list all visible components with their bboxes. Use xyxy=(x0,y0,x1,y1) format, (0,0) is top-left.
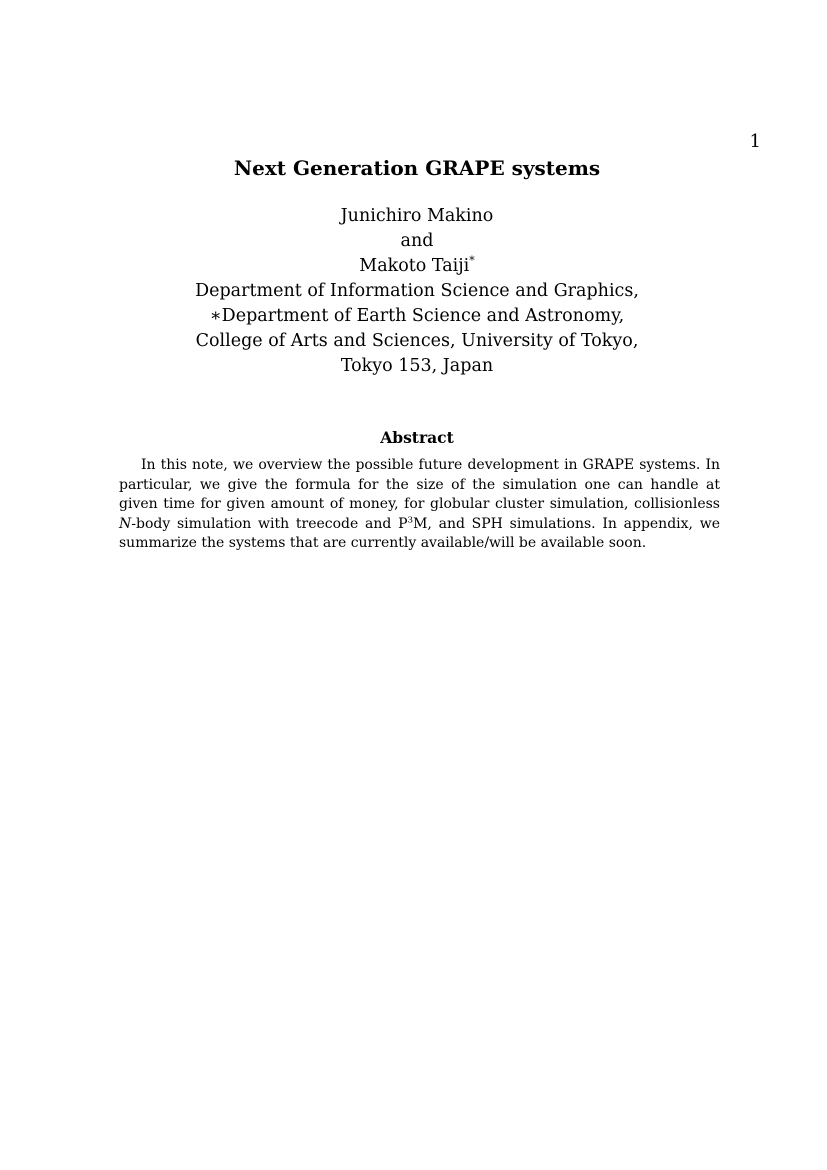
text-segment: Department of Information Science and Graphics, xyxy=(195,281,639,301)
text-segment: 3 xyxy=(407,515,414,526)
text-segment: ∗Department of Earth Science and Astronomy, xyxy=(209,306,625,326)
text-segment: Makoto Taiji xyxy=(359,256,470,276)
abstract-body xyxy=(119,456,720,554)
text-segment: and xyxy=(400,231,434,251)
text-segment: -body simulation with treecode and P xyxy=(131,515,408,532)
author-line xyxy=(93,229,741,254)
text-segment: M, and SPH simulations. In appendix, we summarize the systems that are currently available/will be available soon. xyxy=(119,515,720,552)
text-segment: College of Arts and Sciences, University of Tokyo, xyxy=(195,331,639,351)
text-segment: Junichiro Makino xyxy=(340,206,494,226)
author-line xyxy=(93,204,741,229)
abstract-heading: Abstract xyxy=(380,428,454,447)
author-line xyxy=(93,279,741,304)
page-number: 1 xyxy=(749,131,761,152)
author-line xyxy=(93,329,741,354)
author-line xyxy=(93,354,741,379)
author-line xyxy=(93,304,741,329)
text-segment: Tokyo 153, Japan xyxy=(340,356,494,376)
text-segment: * xyxy=(469,254,475,268)
paper-title: Next Generation GRAPE systems xyxy=(233,156,601,180)
text-segment: In this note, we overview the possible future development in GRAPE systems. In particular, we give the formula for the size of the simulation one can handle at given time for given amount of money, for globular cluster simulation, collisionless xyxy=(119,457,720,513)
author-line xyxy=(93,254,741,279)
text-segment: N xyxy=(119,515,132,532)
author-block xyxy=(93,204,741,379)
